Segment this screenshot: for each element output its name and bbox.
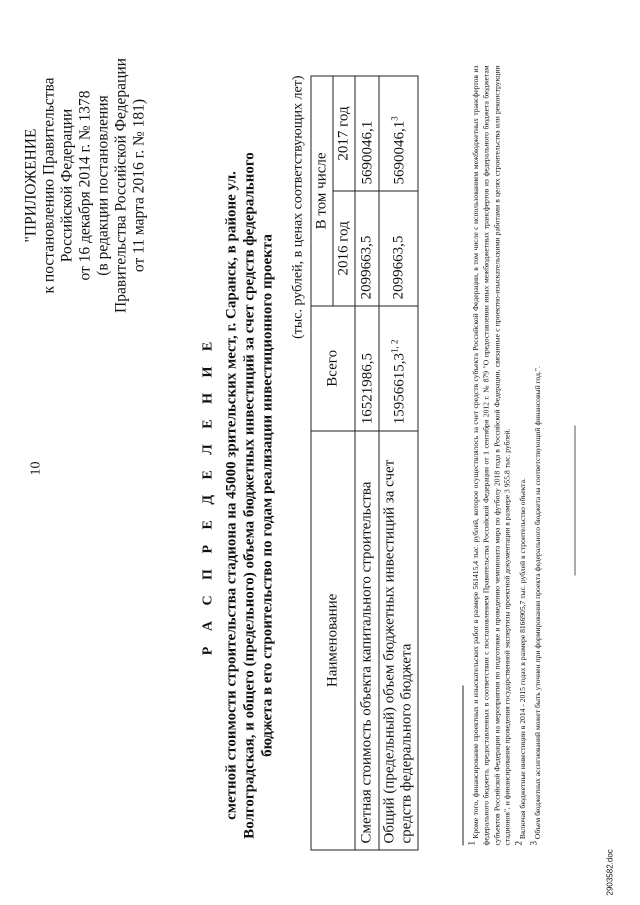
header-2017: 2017 год — [333, 76, 355, 191]
table-header-row — [311, 76, 333, 850]
row-name: Общий (предельный) объем бюджетных инвестиций за счет средств федерального бюджета — [379, 430, 418, 849]
appendix-block — [22, 25, 148, 345]
row-total: 16521986,5 — [355, 305, 379, 430]
title-heading: Р А С П Р Е Д Е Л Е Н И Е — [200, 335, 215, 655]
table-row — [355, 76, 379, 850]
document-id: 2903582.doc — [605, 848, 614, 895]
end-divider — [574, 425, 575, 575]
appendix-line: Российской Федерации — [58, 108, 75, 262]
title-subheading: сметной стоимости строительства стадиона на 45000 зрительских мест, г. Саранск, в районе ул. Волгоградская, и общего (предельного) объема бюджетных инвестиций за счет средств федерального бюджета в его строительство по годам реализации инвестиционного проекта — [223, 151, 275, 839]
row-2017: 5690046,1 — [355, 76, 379, 191]
row-2016: 2099663,5 — [379, 190, 418, 305]
appendix-heading: "ПРИЛОЖЕНИЕ — [22, 128, 39, 242]
appendix-line: (в редакции постановления — [94, 94, 111, 276]
footnotes — [466, 65, 543, 845]
header-name: Наименование — [311, 430, 355, 849]
distribution-table — [310, 75, 418, 850]
footnote: $^1$ Кроме того, финансирование проектных и изыскательских работ в размере 561415,4 тыс. рублей, которое осуществлялось за счет средств субъекта Российской Федерации, в том числе с использованием межбюджетных трансфертов из федерального бюджета, предоставленных в соответствии с постановлением Правительства Российской Федерации от 1 сентября 2012 г. № 879 "О предоставлении иных межбюджетных трансфертов из федерального бюджета бюджетам субъектов Российской Федерации на мероприятия по подготовке и проведению чемпионата мира по футболу 2018 года в Российской Федерации, связанные с проектно-изыскательскими работами в целях строительства или реконструкции стадионов", и финансирование проведения государственной экспертизы проектной документации в размере 3 955,8 тыс. рублей. — [466, 65, 512, 845]
header-2016: 2016 год — [333, 190, 355, 305]
table-row — [379, 76, 418, 850]
header-total: Всего — [311, 305, 355, 430]
header-including: В том числе — [311, 76, 333, 306]
appendix-line: к постановлению Правительства — [40, 77, 57, 293]
appendix-line: от 16 декабря 2014 г. № 1378 — [76, 89, 93, 281]
row-name: Сметная стоимость объекта капитального строительства — [355, 430, 379, 849]
appendix-line: Правительства Российской Федерации — [112, 57, 129, 313]
row-2017: 5690046,1$^3$ — [379, 76, 418, 191]
document-title — [200, 125, 276, 865]
footnote: $^2$ Включая бюджетные инвестиции в 2014 - 2015 годах в размере 8166905,7 тыс. рублей в строительство объекта. — [512, 477, 527, 845]
footnote: $^3$ Объем бюджетных ассигнований может быть уточнен при формировании проекта федерального бюджета на соответствующий финансовый год.". — [527, 365, 542, 845]
page-number: 10 — [28, 461, 43, 475]
appendix-line: от 11 марта 2016 г. № 181) — [130, 98, 147, 272]
row-2016: 2099663,5 — [355, 190, 379, 305]
row-total: 15956615,3$^{1, 2}$ — [379, 305, 418, 430]
units-note: (тыс. рублей, в ценах соответствующих лет) — [290, 75, 305, 339]
footnote-divider — [462, 685, 463, 845]
